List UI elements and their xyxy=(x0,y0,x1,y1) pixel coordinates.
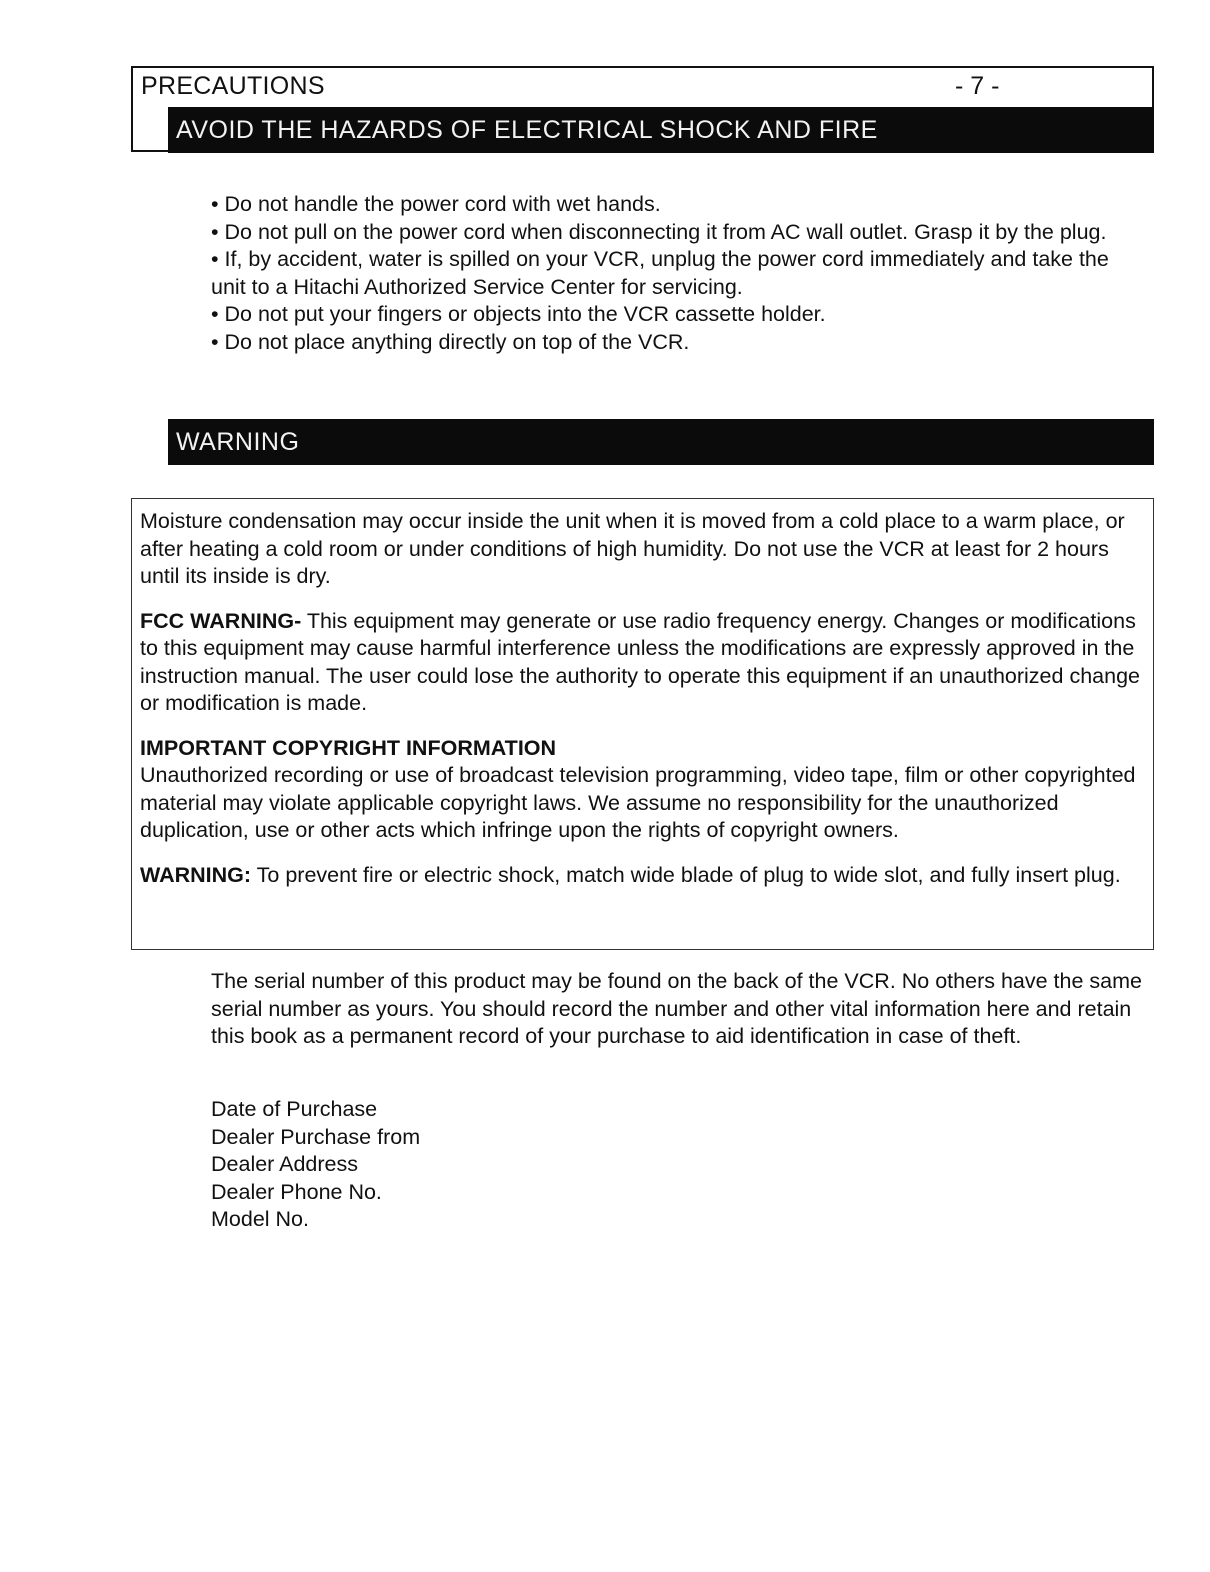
fcc-warning-text: This equipment may generate or use radio frequency energy. Changes or modifications to this equipment may cause harmful interference unless the modifications are expressly approved in the instruction manual. The user could lose the authority to operate this equipment if an unauthorized change or modification is made. xyxy=(140,608,1140,715)
list-item: • If, by accident, water is spilled on your VCR, unplug the power cord immediately and take the unit to a Hitachi Authorized Service Center for servicing. xyxy=(211,247,1109,299)
list-item: • Do not put your fingers or objects into the VCR cassette holder. xyxy=(211,302,826,326)
hazard-bullet-list xyxy=(211,191,1131,356)
copyright-paragraph xyxy=(140,735,1147,845)
record-field-dealer: Dealer Purchase from xyxy=(211,1124,421,1149)
section-heading-warning: WARNING xyxy=(168,419,1154,465)
purchase-record-list xyxy=(211,1096,420,1234)
fcc-warning-paragraph xyxy=(140,608,1147,718)
section-heading-hazards: AVOID THE HAZARDS OF ELECTRICAL SHOCK AND FIRE xyxy=(168,107,1154,153)
copyright-text: Unauthorized recording or use of broadcast television programming, video tape, film or other copyrighted material may violate applicable copyright laws. We assume no responsibility for the unauthorized duplication, use or other acts which infringe upon the rights of copyright owners. xyxy=(140,763,1136,842)
list-item: • Do not pull on the power cord when disconnecting it from AC wall outlet. Grasp it by the plug. xyxy=(211,219,1107,244)
warning-box xyxy=(131,498,1154,950)
list-item: • Do not handle the power cord with wet hands. xyxy=(211,192,661,216)
page-number: - 7 - xyxy=(955,72,1000,100)
serial-number-note: The serial number of this product may be found on the back of the VCR. No others have the same serial number as yours. You should record the number and other vital information here and retain this book as a permanent record of your purchase to aid identification in case of theft. xyxy=(211,969,1142,1048)
plug-warning-label: WARNING: xyxy=(140,862,252,887)
list-item: • Do not place anything directly on top of the VCR. xyxy=(211,329,690,354)
copyright-label: IMPORTANT COPYRIGHT INFORMATION xyxy=(140,735,557,760)
fcc-warning-label: FCC WARNING- xyxy=(140,608,302,633)
record-field-address: Dealer Address xyxy=(211,1152,358,1176)
moisture-paragraph: Moisture condensation may occur inside the unit when it is moved from a cold place to a warm place, or after heating a cold room or under conditions of high humidity. Do not use the VCR at least for 2 hours until its inside is dry. xyxy=(140,509,1125,588)
plug-warning-paragraph xyxy=(140,862,1147,890)
record-field-model: Model No. xyxy=(211,1207,309,1231)
record-field-date: Date of Purchase xyxy=(211,1097,378,1121)
page-title: PRECAUTIONS xyxy=(141,72,325,100)
record-field-phone: Dealer Phone No. xyxy=(211,1179,382,1204)
plug-warning-text: To prevent fire or electric shock, match wide blade of plug to wide slot, and fully insert plug. xyxy=(251,862,1121,887)
